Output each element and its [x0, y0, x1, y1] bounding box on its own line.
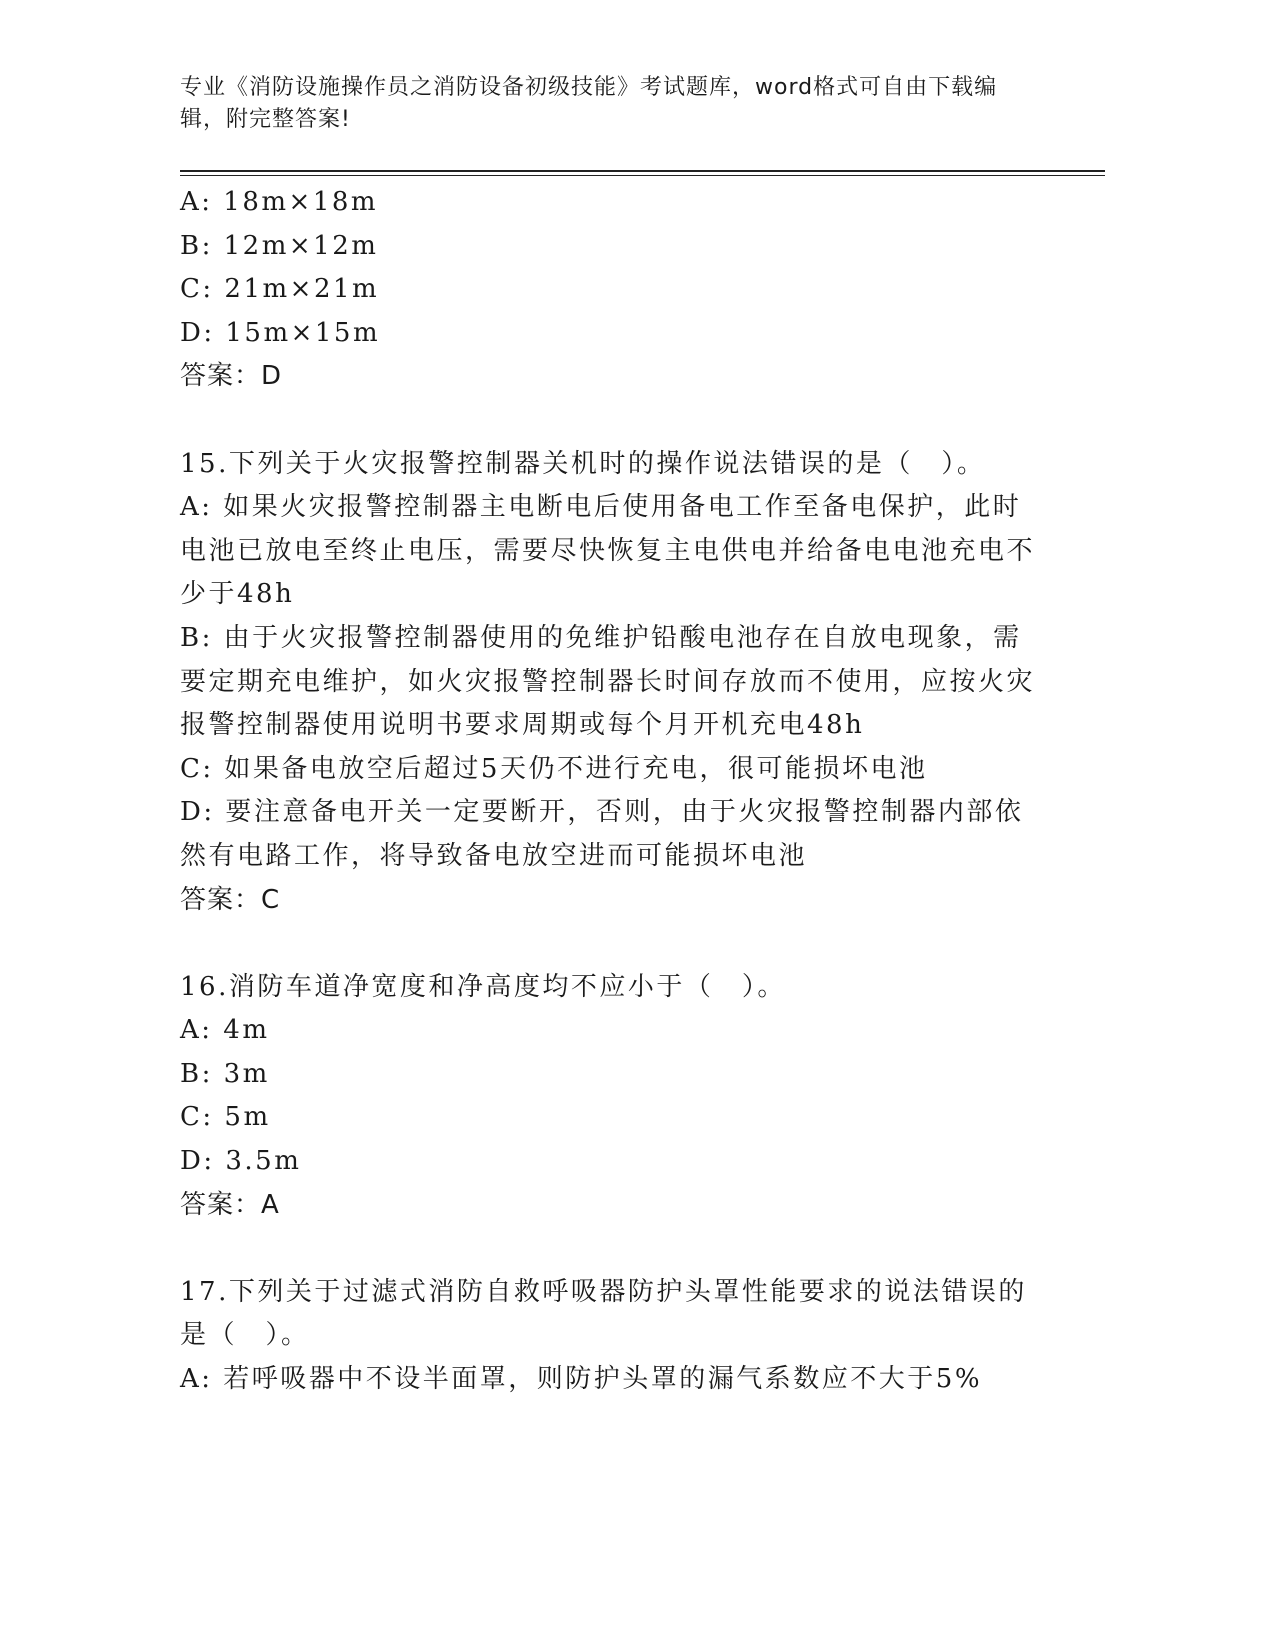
- option-b: B: 3m: [180, 1058, 270, 1089]
- spacer: [180, 399, 1040, 443]
- question-text: 17.下列关于过滤式消防自救呼吸器防护头罩性能要求的说法错误的是（ ）。: [180, 1276, 1027, 1351]
- question-15: [180, 443, 1040, 923]
- spacer: [180, 922, 1040, 966]
- option-d: D: 要注意备电开关一定要断开，否则，由于火灾报警控制器内部依然有电路工作，将导致备电放空进而可能损坏电池: [180, 797, 1024, 871]
- question-16: [180, 966, 1040, 1228]
- option-b: B: 由于火灾报警控制器使用的免维护铅酸电池存在自放电现象，需要定期充电维护，如火灾报警控制器长时间存放而不使用，应按火灾报警控制器使用说明书要求周期或每个月开机充电48h: [180, 622, 1036, 741]
- question-text: 15.下列关于火灾报警控制器关机时的操作说法错误的是（ ）。: [180, 448, 986, 479]
- option-d: D: 3.5m: [180, 1146, 302, 1177]
- option-c: C: 5m: [180, 1102, 271, 1133]
- option-d: D: 15m×15m: [180, 317, 381, 348]
- option-a: A: 若呼吸器中不设半面罩，则防护头罩的漏气系数应不大于5%: [180, 1364, 983, 1395]
- answer-line: 答案：A: [180, 1189, 280, 1220]
- option-a: A: 18m×18m: [180, 187, 379, 217]
- answer-line: 答案：C: [180, 884, 281, 915]
- question-list: [180, 181, 1040, 1402]
- question-14: [180, 181, 1040, 399]
- document-intro: 专业《消防设施操作员之消防设备初级技能》考试题库，word格式可自由下载编辑，附完整答案!: [180, 75, 998, 132]
- header-divider-thin: [180, 175, 1105, 176]
- option-c: C: 21m×21m: [180, 274, 380, 305]
- question-text: 16.消防车道净宽度和净高度均不应小于（ ）。: [180, 971, 786, 1002]
- option-a: A: 如果火灾报警控制器主电断电后使用备电工作至备电保护，此时电池已放电至终止电压，需要尽快恢复主电供电并给备电电池充电不少于48h: [180, 492, 1036, 610]
- option-c: C: 如果备电放空后超过5天仍不进行充电，很可能损坏电池: [180, 753, 928, 784]
- spacer: [180, 1227, 1040, 1271]
- option-b: B: 12m×12m: [180, 230, 379, 261]
- header-divider-thick: [180, 170, 1105, 172]
- question-17: [180, 1271, 1040, 1402]
- answer-line: 答案：D: [180, 361, 283, 392]
- option-a: A: 4m: [180, 1015, 270, 1046]
